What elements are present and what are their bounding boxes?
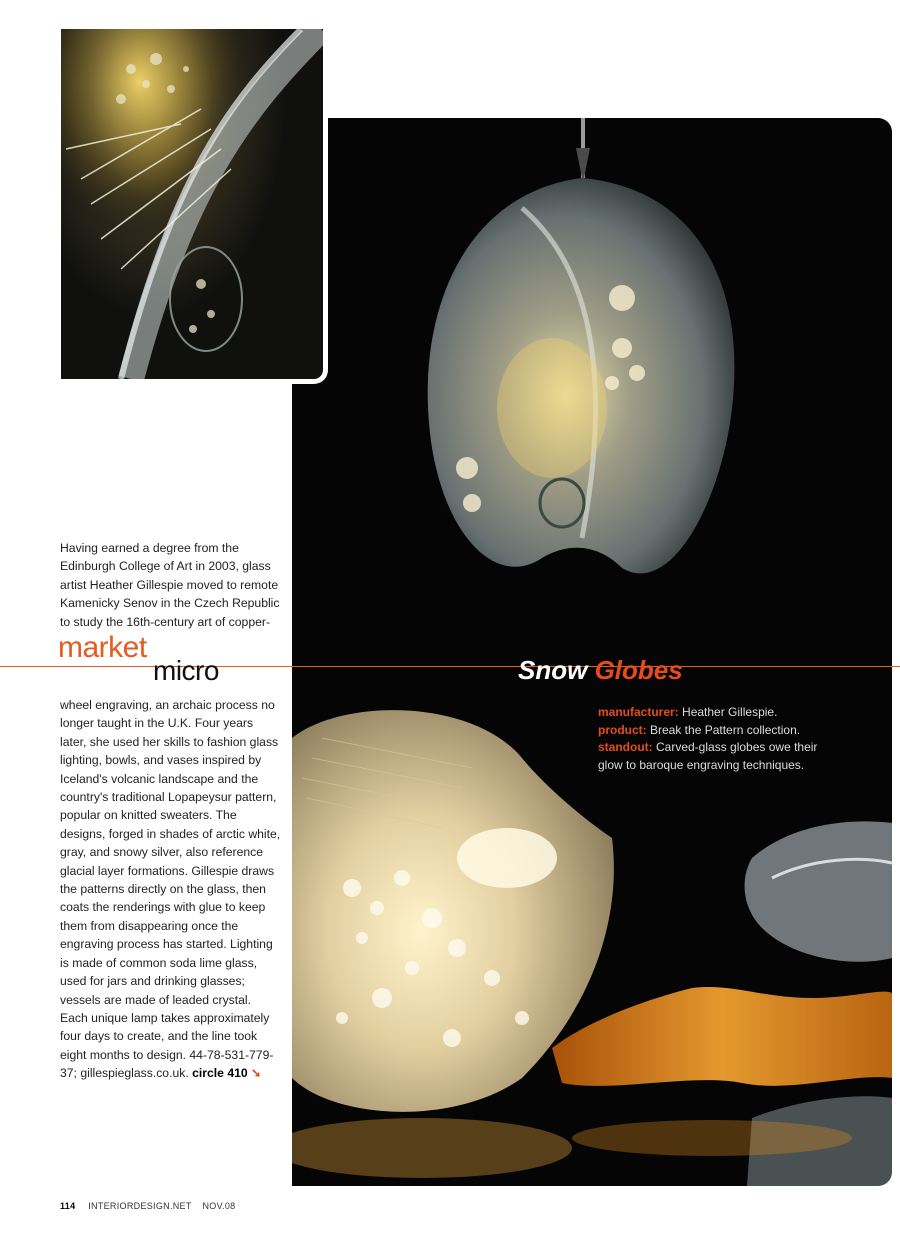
inset-photo-glass-closeup [61, 29, 328, 384]
section-label-micro: micro [153, 655, 219, 686]
credit-product [598, 722, 838, 740]
intro-text: Having earned a degree from the Edinburgh College of Art in 2003, glass artist Heather Gillespie moved to remote Kamenicky Senov in the Czech Republic to study the 16th-century art of copper- [60, 541, 280, 629]
credit-label: manufacturer: [598, 705, 679, 719]
snow-globe-lamps-graphic [292, 118, 892, 1186]
page-number: 114 [60, 1201, 76, 1211]
arrow-icon: ➘ [251, 1066, 262, 1081]
credit-value: Carved-glass globes owe their glow to baroque engraving techniques. [598, 740, 818, 772]
body-paragraph-text [60, 696, 282, 1083]
credit-label: standout: [598, 740, 653, 754]
section-rule-left [0, 666, 292, 667]
credit-label: product: [598, 722, 647, 737]
product-credits [598, 704, 838, 774]
page-footer [60, 1201, 235, 1211]
credit-value: Heather Gillespie. [682, 705, 778, 719]
credit-standout [598, 739, 838, 774]
headline-word-globes: Globes [594, 655, 683, 685]
intro-paragraph [60, 539, 282, 631]
footer-site: INTERIORDESIGN.NET [88, 1201, 192, 1211]
headline-word-snow: Snow [518, 655, 588, 685]
main-photo-snow-globes [292, 118, 892, 1186]
engraved-glass-closeup-graphic [61, 29, 323, 379]
reader-service-circle[interactable]: circle 410 [192, 1066, 248, 1081]
section-label-market: market [58, 631, 147, 664]
body-paragraph [60, 696, 282, 1083]
article-headline [518, 655, 683, 686]
body-text: wheel engraving, an archaic process no longer taught in the U.K. Four years later, she used her skills to fashion glass lighting, bowls, and vases inspired by Iceland's volcanic landscape and the country's traditional Lopapeysur pattern, popular on knitted sweaters. The designs, forged in shades of arctic white, gray, and snowy silver, also reference glacial layer formations. Gillespie draws the patterns directly on the glass, then coats the renderings with glue to keep them from disappearing once the engraving process has started. Lighting is made of common soda lime glass, used for jars and drinking glasses; vessels are made of leaded crystal. Each unique lamp takes approximately four days to create, and the line took eight months to design. 44-78-531-779-37; gillespieglass.co.uk. [60, 698, 281, 1081]
credit-value: Break the Pattern collection. [650, 722, 801, 737]
footer-issue: NOV.08 [202, 1201, 236, 1211]
credit-manufacturer [598, 704, 838, 722]
